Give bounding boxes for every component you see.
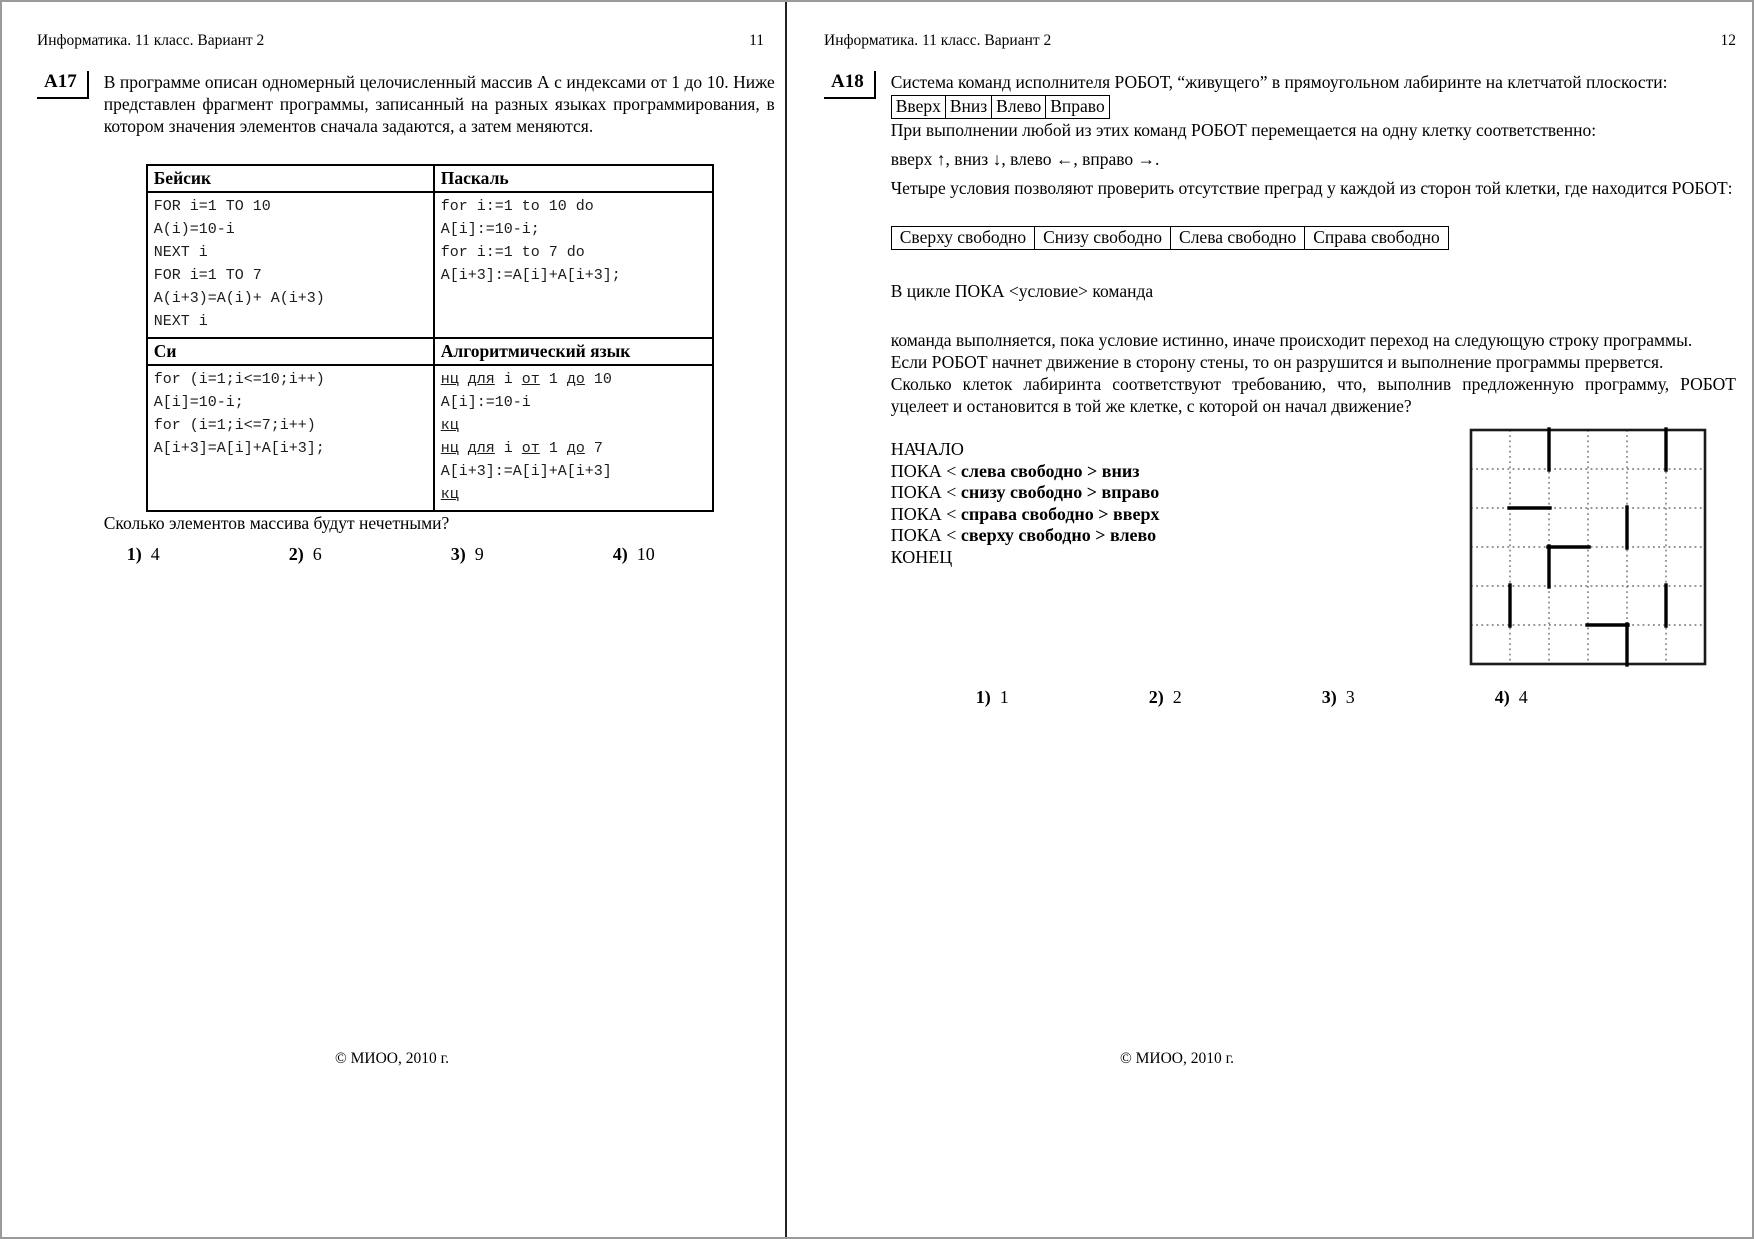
para-move: При выполнении любой из этих команд РОБОТ перемещается на одну клетку соответственно: — [890, 120, 1597, 140]
condition-right: Справа свободно — [1305, 227, 1449, 250]
page-number: 12 — [1720, 32, 1736, 49]
condition-top: Сверху свободно — [891, 227, 1034, 250]
task-body — [891, 71, 1736, 708]
code-cell-pascal: for i:=1 to 10 do A[i]:=10-i; for i:=1 to 7 do A[i+3]:=A[i]+A[i+3]; — [434, 192, 713, 338]
page-12 — [785, 2, 1752, 1237]
page-header — [824, 32, 1736, 50]
para-crash: Если РОБОТ начнет движение в сторону стены, то он разрушится и выполнение программы прервется. — [890, 352, 1664, 372]
commands-table — [891, 95, 1110, 119]
page-number: 11 — [749, 32, 764, 49]
answer-option-2: 2) 2 — [1148, 687, 1182, 707]
answer-option-3: 3) 9 — [450, 544, 484, 564]
header-title: Информатика. 11 класс. Вариант 2 — [824, 32, 1052, 49]
robot-program: НАЧАЛО ПОКА < слева свободно > вниз ПОКА < снизу свободно > вправо ПОКА < справа свободно > вверх ПОКА < сверху свободно > влево КОНЕЦ — [890, 439, 1160, 567]
answer-option-3: 3) 3 — [1321, 687, 1355, 707]
task-question: Сколько элементов массива будут нечетными? — [103, 513, 450, 533]
para-conditions: Четыре условия позволяют проверить отсутствие преград у каждой из сторон той клетки, где находится РОБОТ: — [890, 178, 1733, 198]
maze-diagram — [1468, 427, 1708, 672]
answer-options — [891, 686, 1736, 708]
code-header-algo: Алгоритмический язык — [434, 338, 713, 365]
answer-option-4: 4) 10 — [612, 544, 655, 564]
task-label: А18 — [824, 71, 876, 99]
command-down: Вниз — [945, 96, 991, 119]
task-body — [104, 71, 775, 565]
page-11 — [2, 2, 785, 1237]
para-question: Сколько клеток лабиринта соответствуют требованию, что, выполнив предложенную программу, РОБОТ уцелеет и остановится в той же клетке, с которой он начал движение? — [890, 374, 1736, 416]
page-footer: © МИОО, 2010 г. — [1119, 1050, 1235, 1067]
para-loop: команда выполняется, пока условие истинно, иначе происходит переход на следующую строку программы. — [890, 330, 1693, 350]
page-footer: © МИОО, 2010 г. — [334, 1050, 450, 1067]
command-up: Вверх — [891, 96, 945, 119]
cycle-line: В цикле ПОКА <условие> команда — [890, 281, 1154, 301]
page-header — [37, 32, 764, 50]
command-right: Вправо — [1046, 96, 1109, 119]
task-intro: Система команд исполнителя РОБОТ, “живущего” в прямоугольном лабиринте на клетчатой плоскости: — [890, 72, 1668, 92]
conditions-table — [891, 226, 1449, 250]
code-cell-c: for (i=1;i<=10;i++) A[i]=10-i; for (i=1;i<=7;i++) A[i+3]=A[i]+A[i+3]; — [147, 365, 434, 511]
command-left: Влево — [992, 96, 1046, 119]
directions-line: вверх ↑, вниз ↓, влево ←, вправо →. — [890, 149, 1160, 169]
code-header-c: Си — [147, 338, 434, 365]
code-header-pascal: Паскаль — [434, 165, 713, 192]
header-title: Информатика. 11 класс. Вариант 2 — [37, 32, 265, 49]
code-table — [146, 164, 714, 512]
task-intro: В программе описан одномерный целочисленный массив А с индексами от 1 до 10. Ниже представлен фрагмент программы, записанный на разных языках программирования, в котором значения элементов сначала задаются, а затем меняются. — [103, 72, 775, 136]
task-a17 — [37, 71, 775, 565]
answer-option-1: 1) 1 — [975, 687, 1009, 707]
condition-left: Слева свободно — [1171, 227, 1305, 250]
answer-option-4: 4) 4 — [1494, 687, 1528, 707]
code-header-basic: Бейсик — [147, 165, 434, 192]
code-cell-algo: нц для i от 1 до 10 A[i]:=10-i кц нц для i от 1 до 7 A[i+3]:=A[i]+A[i+3] кц — [434, 365, 713, 511]
task-a18 — [824, 71, 1736, 708]
answer-option-2: 2) 6 — [288, 544, 322, 564]
code-cell-basic: FOR i=1 TO 10 A(i)=10-i NEXT i FOR i=1 TO 7 A(i+3)=A(i)+ A(i+3) NEXT i — [147, 192, 434, 338]
condition-bottom: Снизу свободно — [1035, 227, 1171, 250]
answer-option-1: 1) 4 — [126, 544, 160, 564]
task-label: А17 — [37, 71, 89, 99]
program-and-maze — [891, 423, 1736, 672]
answer-options — [104, 543, 775, 565]
